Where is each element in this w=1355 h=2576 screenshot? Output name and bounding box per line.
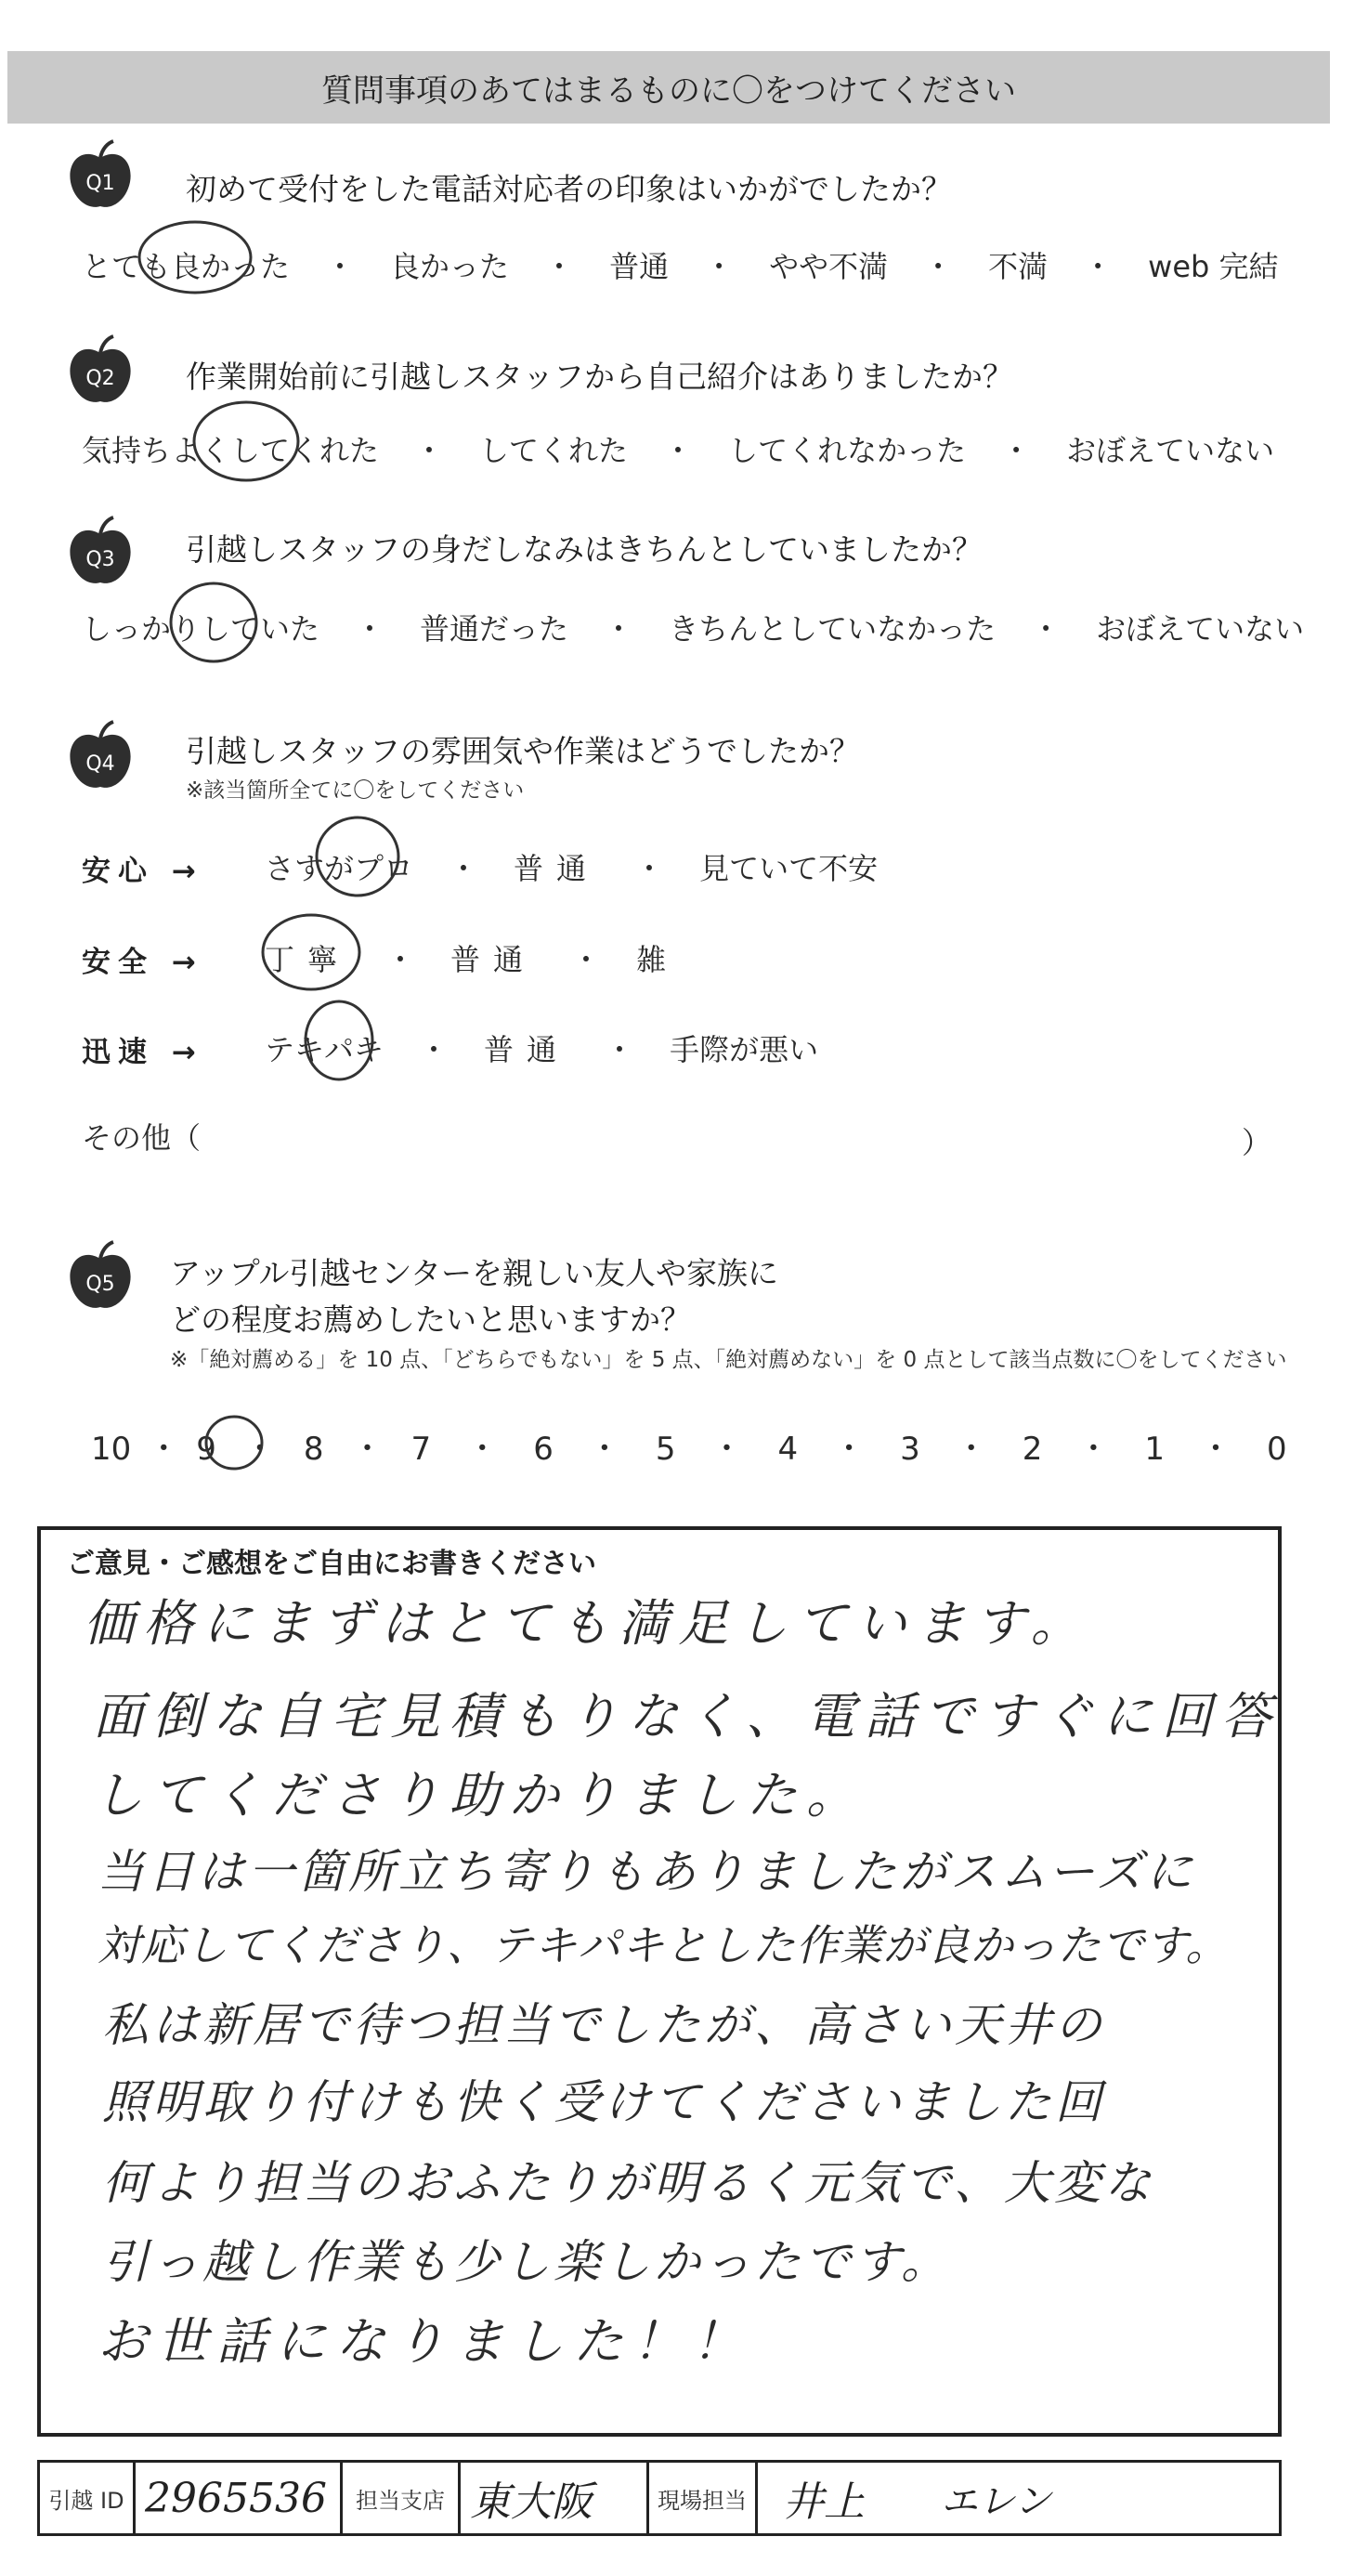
q3-option-4[interactable]: おぼえていない (1096, 611, 1305, 647)
q1-sep-4: ・ (923, 249, 954, 284)
comment-line-7: 照明取り付けも快く受けてくださいました回 (102, 2075, 1105, 2129)
footer-divider (755, 2463, 758, 2533)
q2-sep-2: ・ (663, 433, 694, 468)
comment-line-10: お世話になりました！！ (98, 2312, 751, 2371)
q2-option-2[interactable]: してくれた (479, 433, 629, 468)
comment-line-4: 当日は一箇所立ち寄りもありましたがスムーズに (98, 1845, 1196, 1899)
q4-anshin-sep-2: ・ (634, 851, 665, 886)
comment-line-8: 何より担当のおふたりが明るく元気で、大変な (102, 2156, 1154, 2210)
q2-question: 作業開始前に引越しスタッフから自己紹介はありましたか？ (186, 359, 1013, 395)
q5-note: ※「絶対薦める」を 10 点、「どちらでもない」を 5 点、「絶対薦めない」を 0 点として該当点数に〇をしてください (170, 1348, 1287, 1372)
comment-line-9: 引っ越し作業も少し楽しかったです。 (102, 2235, 951, 2289)
q2-apple-icon (63, 334, 137, 409)
q5-apple-icon (63, 1240, 137, 1314)
header-bar (7, 51, 1330, 124)
q5-sep-7: ・ (833, 1431, 866, 1468)
q1-sep-5: ・ (1083, 249, 1114, 284)
q5-score-5[interactable]: 5 (655, 1431, 676, 1468)
q3-selection-circle (163, 576, 265, 669)
q3-sep-1: ・ (355, 611, 385, 647)
q1-option-3[interactable]: 普通 (609, 249, 670, 284)
q4-jinsoku-option-2[interactable]: 普通 (484, 1032, 570, 1067)
comment-line-1: 価格にまずはとても満足しています。 (84, 1594, 1090, 1653)
q2-option-1[interactable]: 気持ちよくしてくれた (82, 433, 380, 468)
q5-question-line1: アップル引越センターを親しい友人や家族に (170, 1255, 779, 1291)
q1-icon-label: Q1 (85, 172, 115, 195)
comment-line-2: 面倒な自宅見積もりなく、電話ですぐに回答 (93, 1687, 1281, 1746)
q4-other-label: その他（ (82, 1120, 202, 1156)
footer-branch-label: 担当支店 (356, 2487, 445, 2514)
q5-selection-circle (197, 1410, 271, 1475)
q4-jinsoku-option-3[interactable]: 手際が悪い (670, 1032, 819, 1067)
q1-sep-3: ・ (704, 249, 735, 284)
q5-sep-10: ・ (1200, 1431, 1232, 1468)
q2-selection-circle (186, 395, 306, 488)
footer-staff-value-1: 井上 (783, 2478, 865, 2526)
q5-score-7[interactable]: 7 (410, 1431, 432, 1468)
q3-option-1[interactable]: しっかりしていた (82, 611, 320, 647)
comment-line-6: 私は新居で待つ担当でしたが、高さい天井の (102, 1998, 1105, 2052)
q1-selection-circle (130, 216, 260, 299)
q4-anzen-sep-1: ・ (385, 942, 416, 977)
q3-sep-3: ・ (1031, 611, 1062, 647)
q5-icon-label: Q5 (85, 1273, 115, 1296)
footer-staff-value-2: エレン (941, 2479, 1051, 2523)
q5-sep-6: ・ (710, 1431, 743, 1468)
q5-score-0[interactable]: 0 (1267, 1431, 1287, 1468)
q2-option-3[interactable]: してくれなかった (728, 433, 967, 468)
q4-anshin-option-3[interactable]: 見ていて不安 (699, 851, 879, 886)
q1-apple-icon (63, 139, 137, 214)
q3-question: 引越しスタッフの身だしなみはきちんとしていましたか？ (186, 531, 983, 568)
q5-sep-4: ・ (466, 1431, 499, 1468)
q5-score-8[interactable]: 8 (303, 1431, 324, 1468)
q5-score-2[interactable]: 2 (1022, 1431, 1043, 1468)
q1-question: 初めて受付をした電話対応者の印象はいかがでしたか？ (186, 171, 952, 207)
q4-anshin-sep-1: ・ (449, 851, 479, 886)
q5-sep-9: ・ (1077, 1431, 1110, 1468)
q3-sep-2: ・ (604, 611, 634, 647)
q1-option-4[interactable]: やや不満 (769, 249, 889, 284)
q5-score-3[interactable]: 3 (900, 1431, 920, 1468)
q4-anzen-option-2[interactable]: 普通 (450, 942, 537, 977)
comment-box (37, 1526, 1282, 2437)
header-title: 質問事項のあてはまるものに〇をつけてください (321, 72, 1016, 110)
q4-other-close: ） (1242, 1125, 1272, 1160)
q4-note: ※該当箇所全てに〇をしてください (186, 778, 525, 803)
q2-icon-label: Q2 (85, 367, 115, 390)
q5-score-1[interactable]: 1 (1144, 1431, 1166, 1468)
q4-anshin-selection-circle (306, 810, 409, 903)
q1-option-2[interactable]: 良かった (390, 249, 510, 284)
q4-anzen-option-3[interactable]: 雑 (636, 942, 667, 977)
q4-anshin-option-1[interactable]: さすがプロ (265, 851, 414, 886)
footer-staff-label: 現場担当 (658, 2487, 747, 2514)
q2-option-4[interactable]: おぼえていない (1066, 433, 1275, 468)
footer-id-value: 2965536 (145, 2474, 327, 2522)
q2-sep-3: ・ (1001, 433, 1032, 468)
q5-sep-3: ・ (351, 1431, 384, 1468)
q4-jinsoku-sep-1: ・ (419, 1032, 449, 1067)
q4-row-anshin-label: 安心 → (82, 855, 203, 888)
q4-row-jinsoku-label: 迅速 → (82, 1036, 203, 1069)
footer-id-label: 引越 ID (48, 2487, 124, 2514)
q5-question-line2: どの程度お薦めしたいと思いますか？ (170, 1301, 691, 1338)
q4-jinsoku-sep-2: ・ (605, 1032, 635, 1067)
comment-line-3: してくださり助かりました。 (93, 1766, 866, 1824)
comment-line-5: 対応してくださり、テキパキとした作業が良かったです。 (98, 1920, 1230, 1970)
q5-sep-8: ・ (955, 1431, 987, 1468)
q3-apple-icon (63, 516, 137, 590)
q3-option-3[interactable]: きちんとしていなかった (669, 611, 997, 647)
q2-sep-1: ・ (414, 433, 445, 468)
q1-option-1[interactable]: とても良かった (82, 249, 291, 284)
q5-score-10[interactable]: 10 (91, 1431, 132, 1468)
q1-sep-1: ・ (325, 249, 356, 284)
q4-anzen-option-1[interactable]: 丁寧 (265, 942, 351, 977)
q4-question: 引越しスタッフの雰囲気や作業はどうでしたか？ (186, 733, 860, 769)
q1-sep-2: ・ (544, 249, 575, 284)
footer-table (37, 2460, 1282, 2536)
q4-anshin-option-2[interactable]: 普通 (514, 851, 600, 886)
footer-branch-value: 東大阪 (470, 2478, 593, 2526)
q4-anzen-selection-circle (251, 906, 371, 999)
q3-icon-label: Q3 (85, 548, 115, 571)
q5-sep-2: ・ (243, 1431, 276, 1468)
q3-options (82, 606, 1304, 648)
q4-apple-icon (63, 720, 137, 794)
q3-option-2[interactable]: 普通だった (420, 611, 569, 647)
q4-row-anzen-label: 安全 → (82, 946, 203, 979)
q4-jinsoku-option-1[interactable]: テキパキ (265, 1032, 384, 1067)
q5-score-9[interactable]: 9 (196, 1431, 216, 1468)
q5-sep-5: ・ (588, 1431, 620, 1468)
q4-anzen-sep-2: ・ (571, 942, 602, 977)
q4-icon-label: Q4 (85, 752, 115, 776)
q4-jinsoku-selection-circle (297, 994, 381, 1087)
q5-score-6[interactable]: 6 (533, 1431, 554, 1468)
q5-sep-1: ・ (148, 1431, 180, 1468)
q1-options (82, 243, 1279, 286)
q1-option-6[interactable]: web 完結 (1148, 249, 1279, 284)
comment-title: ご意見・ご感想をご自由にお書きください (67, 1548, 596, 1580)
q1-option-5[interactable]: 不満 (988, 249, 1049, 284)
q5-score-4[interactable]: 4 (777, 1431, 799, 1468)
